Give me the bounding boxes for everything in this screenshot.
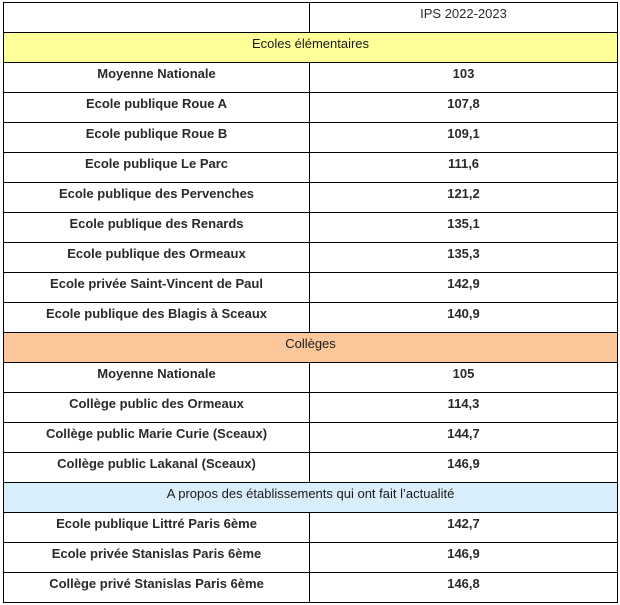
school-name: Ecole publique Roue A <box>4 93 310 123</box>
school-name: Moyenne Nationale <box>4 363 310 393</box>
section-title: A propos des établissements qui ont fait l’actualité <box>4 483 618 513</box>
school-name: Ecole publique des Renards <box>4 213 310 243</box>
school-name: Collège privé Stanislas Paris 6ème <box>4 573 310 603</box>
ips-value: 111,6 <box>310 153 618 183</box>
table-row <box>4 183 618 213</box>
section-row-ecoles <box>4 33 618 63</box>
school-name: Ecole publique Littré Paris 6ème <box>4 513 310 543</box>
ips-value: 121,2 <box>310 183 618 213</box>
table-row <box>4 303 618 333</box>
school-name: Moyenne Nationale <box>4 63 310 93</box>
school-name: Ecole publique des Pervenches <box>4 183 310 213</box>
school-name: Collège public des Ormeaux <box>4 393 310 423</box>
ips-value: 135,3 <box>310 243 618 273</box>
header-row <box>4 3 618 33</box>
table-row <box>4 573 618 603</box>
ips-value: 144,7 <box>310 423 618 453</box>
school-name: Ecole publique des Ormeaux <box>4 243 310 273</box>
school-name: Ecole privée Stanislas Paris 6ème <box>4 543 310 573</box>
table-row <box>4 93 618 123</box>
ips-value: 114,3 <box>310 393 618 423</box>
header-cell-empty <box>4 3 310 33</box>
ips-value: 146,9 <box>310 453 618 483</box>
table-row <box>4 153 618 183</box>
table-row <box>4 513 618 543</box>
table-row <box>4 123 618 153</box>
table-row <box>4 393 618 423</box>
table-row <box>4 213 618 243</box>
section-title: Ecoles élémentaires <box>4 33 618 63</box>
ips-value: 135,1 <box>310 213 618 243</box>
school-name: Collège public Lakanal (Sceaux) <box>4 453 310 483</box>
ips-value: 103 <box>310 63 618 93</box>
school-name: Ecole privée Saint-Vincent de Paul <box>4 273 310 303</box>
ips-value: 142,7 <box>310 513 618 543</box>
ips-value: 146,9 <box>310 543 618 573</box>
school-name: Ecole publique Roue B <box>4 123 310 153</box>
table-row <box>4 543 618 573</box>
table-row <box>4 63 618 93</box>
header-cell-ips: IPS 2022-2023 <box>310 3 618 33</box>
ips-table <box>3 2 618 603</box>
school-name: Ecole publique des Blagis à Sceaux <box>4 303 310 333</box>
table-row <box>4 423 618 453</box>
ips-value: 140,9 <box>310 303 618 333</box>
ips-value: 107,8 <box>310 93 618 123</box>
ips-value: 146,8 <box>310 573 618 603</box>
ips-value: 142,9 <box>310 273 618 303</box>
table-row <box>4 273 618 303</box>
table-row <box>4 363 618 393</box>
table-row <box>4 453 618 483</box>
school-name: Ecole publique Le Parc <box>4 153 310 183</box>
ips-value: 105 <box>310 363 618 393</box>
table-row <box>4 243 618 273</box>
ips-value: 109,1 <box>310 123 618 153</box>
section-row-actualite <box>4 483 618 513</box>
school-name: Collège public Marie Curie (Sceaux) <box>4 423 310 453</box>
section-row-colleges <box>4 333 618 363</box>
section-title: Collèges <box>4 333 618 363</box>
